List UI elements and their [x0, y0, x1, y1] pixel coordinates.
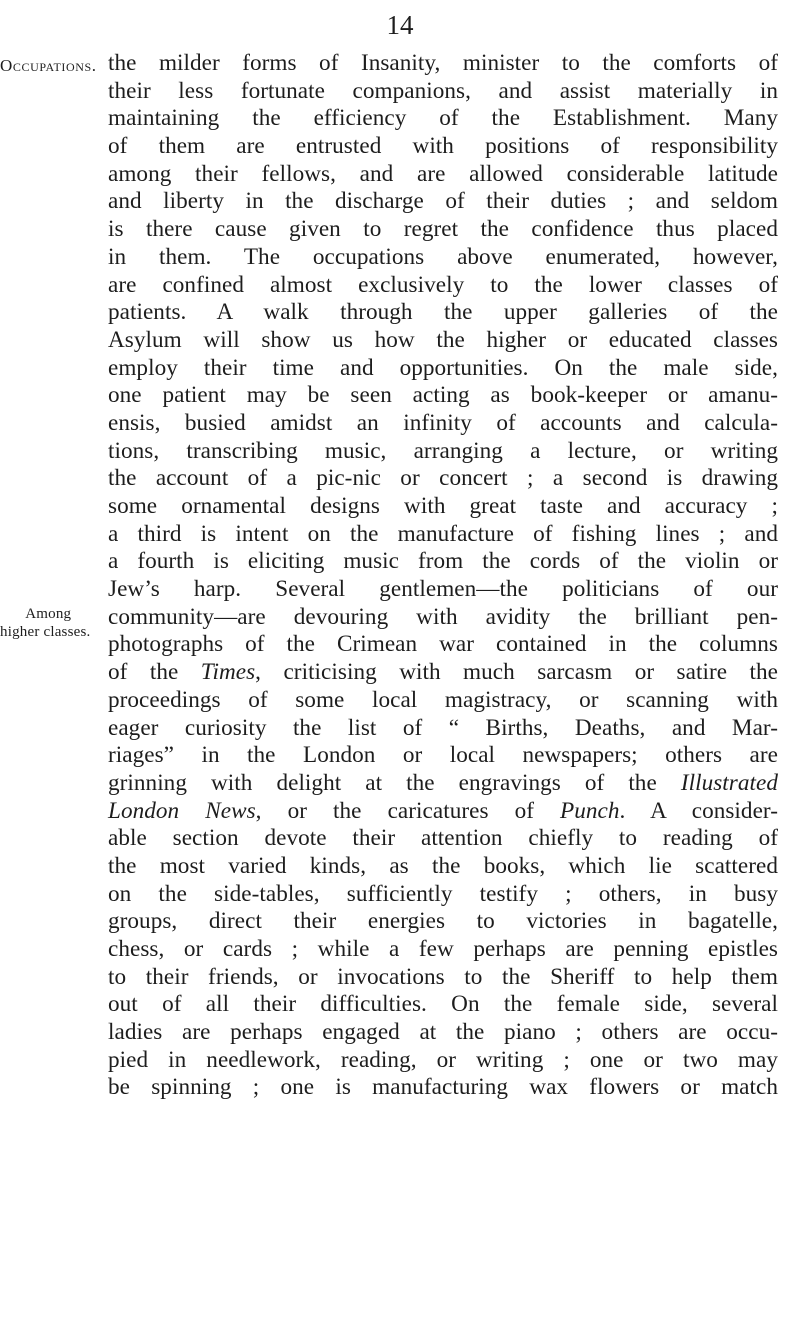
- text-line: employ their time and opportunities. On the male side,: [108, 354, 778, 381]
- text-line: eager curiosity the list of “ Births, Deaths, and Mar-: [108, 714, 778, 741]
- margin-note-higher-classes: higher classes.: [0, 624, 91, 640]
- text-fragment: grinning with delight at the engravings of the: [108, 769, 681, 796]
- text-line: groups, direct their energies to victories in bagatelle,: [108, 908, 778, 935]
- text-line: community—are devouring with avidity the brilliant pen-: [108, 603, 778, 630]
- text-line: is there cause given to regret the confidence thus placed: [108, 216, 778, 243]
- text-line: able section devote their attention chiefly to reading of: [108, 825, 778, 852]
- text-line: a fourth is eliciting music from the cords of the violin or: [108, 548, 778, 575]
- text-line: to their friends, or invocations to the Sheriff to help them: [108, 963, 778, 990]
- text-line: and liberty in the discharge of their duties ; and seldom: [108, 188, 778, 215]
- text-line: in them. The occupations above enumerated, however,: [108, 243, 778, 270]
- text-fragment: of the: [108, 659, 201, 686]
- text-line: are confined almost exclusively to the lower classes of: [108, 271, 778, 298]
- text-line: tions, transcribing music, arranging a lecture, or writing: [108, 437, 778, 464]
- text-line: patients. A walk through the upper galleries of the: [108, 299, 778, 326]
- text-line: among their fellows, and are allowed considerable latitude: [108, 160, 778, 187]
- text-line: ensis, busied amidst an infinity of accounts and calcula-: [108, 409, 778, 436]
- text-line: photographs of the Crimean war contained in the columns: [108, 631, 778, 658]
- text-line: on the side-tables, sufficiently testify ; others, in busy: [108, 880, 778, 907]
- body-text: [108, 50, 778, 1102]
- margin-note-among: Among: [25, 606, 72, 622]
- text-line: the milder forms of Insanity, minister to the comforts of: [108, 50, 778, 76]
- text-line: [108, 659, 778, 687]
- margin-note-among-higher-classes: [0, 605, 91, 641]
- page-number: 14: [386, 10, 414, 40]
- text-line: maintaining the efficiency of the Establishment. Many: [108, 105, 778, 132]
- text-line: of them are entrusted with positions of responsibility: [108, 133, 778, 160]
- text-line: their less fortunate companions, and assist materially in: [108, 77, 778, 104]
- text-fragment: , criticising with much sarcasm or satire the: [255, 659, 778, 686]
- text-fragment: . A consider-: [619, 797, 778, 824]
- newspaper-title-london-news: London News: [108, 797, 256, 824]
- text-line: be spinning ; one is manufacturing wax flowers or match: [108, 1074, 778, 1101]
- text-line: proceedings of some local magistracy, or scanning with: [108, 686, 778, 713]
- text-line: pied in needlework, reading, or writing ; one or two may: [108, 1046, 778, 1073]
- text-line: out of all their difficulties. On the female side, several: [108, 991, 778, 1018]
- newspaper-title-illustrated: Illustrated: [680, 769, 778, 796]
- text-line: chess, or cards ; while a few perhaps are penning epistles: [108, 936, 778, 962]
- text-line: riages” in the London or local newspapers; others are: [108, 742, 778, 769]
- text-line: the account of a pic-nic or concert ; a second is drawing: [108, 465, 778, 492]
- text-line: Asylum will show us how the higher or educated classes: [108, 326, 778, 353]
- text-line: [108, 770, 778, 798]
- text-line: [108, 798, 778, 826]
- magazine-title-punch: Punch: [560, 797, 620, 824]
- text-line: a third is intent on the manufacture of fishing lines ; and: [108, 520, 778, 547]
- text-line: Jew’s harp. Several gentlemen—the politicians of our: [108, 576, 778, 603]
- margin-note-occupations: Occupations.: [0, 56, 97, 75]
- text-fragment: , or the caricatures of: [255, 797, 561, 824]
- newspaper-title-times: Times: [200, 659, 256, 686]
- text-line: one patient may be seen acting as book-keeper or amanu-: [108, 382, 778, 409]
- text-line: the most varied kinds, as the books, which lie scattered: [108, 852, 778, 879]
- text-line: some ornamental designs with great taste and accuracy ;: [108, 493, 778, 519]
- text-line: ladies are perhaps engaged at the piano ; others are occu-: [108, 1019, 778, 1046]
